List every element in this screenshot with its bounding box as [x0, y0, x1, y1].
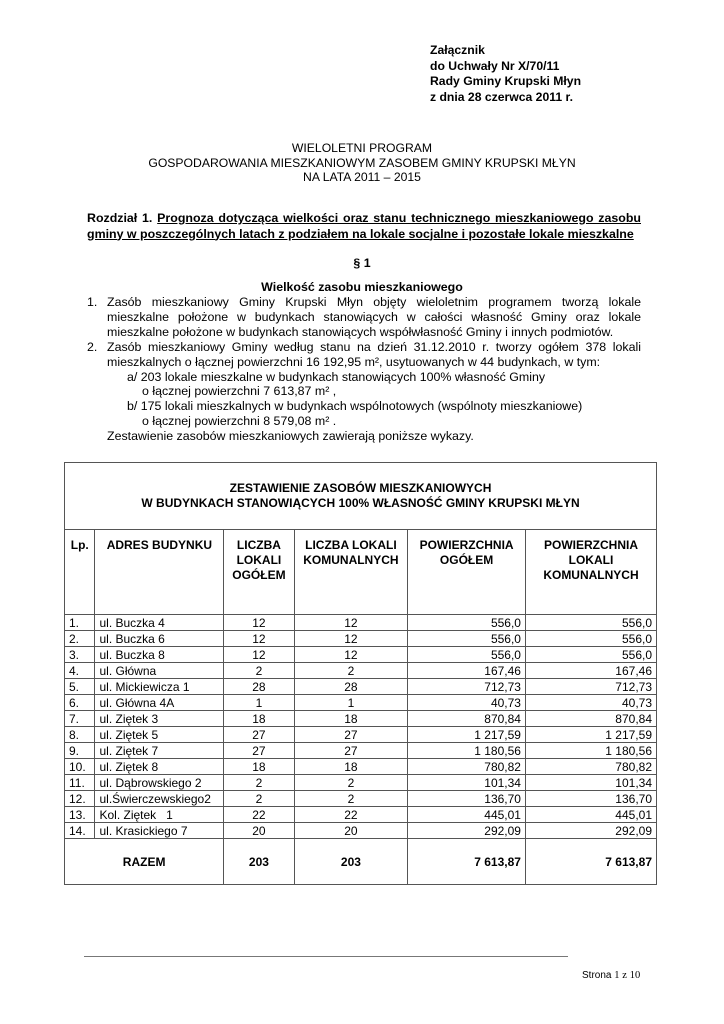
table-row — [65, 663, 657, 679]
cell-lp: 2. — [65, 631, 95, 647]
cell-total-area: 40,73 — [408, 695, 526, 711]
cell-total-area: 556,0 — [408, 631, 526, 647]
list-number: 1. — [87, 295, 98, 309]
cell-address: ul. Mickiewicza 1 — [95, 679, 224, 695]
cell-address: ul. Krasickiego 7 — [95, 823, 224, 839]
page-separator: z — [622, 970, 627, 981]
cell-lp: 14. — [65, 823, 95, 839]
table-row — [65, 695, 657, 711]
cell-lp: 6. — [65, 695, 95, 711]
attachment-line: Rady Gminy Krupski Młyn — [430, 74, 582, 88]
total-label: RAZEM — [65, 839, 224, 885]
cell-total-area: 870,84 — [408, 711, 526, 727]
cell-total-area: 136,70 — [408, 791, 526, 807]
cell-lp: 12. — [65, 791, 95, 807]
cell-address: Kol. Ziętek 1 — [95, 807, 224, 823]
cell-lp: 8. — [65, 727, 95, 743]
cell-lp: 1. — [65, 615, 95, 631]
cell-total-area: 101,34 — [408, 775, 526, 791]
list-item — [87, 295, 641, 340]
cell-total-units: 2 — [224, 663, 294, 679]
cell-total-units: 27 — [224, 727, 294, 743]
cell-municipal-area: 712,73 — [525, 679, 656, 695]
page-footer — [582, 970, 640, 981]
cell-municipal-area: 1 180,56 — [525, 743, 656, 759]
cell-municipal-units: 2 — [294, 663, 408, 679]
cell-municipal-area: 136,70 — [525, 791, 656, 807]
table-row — [65, 807, 657, 823]
cell-municipal-area: 167,46 — [525, 663, 656, 679]
caption-line: W BUDYNKACH STANOWIĄCYCH 100% WŁASNOŚĆ GMINY KRUPSKI MŁYN — [141, 496, 580, 510]
cell-municipal-units: 12 — [294, 631, 408, 647]
cell-address: ul. Główna 4A — [95, 695, 224, 711]
cell-address: ul. Buczka 4 — [95, 615, 224, 631]
title-line: WIELOLETNI PROGRAM — [291, 141, 433, 155]
cell-total-area: 167,46 — [408, 663, 526, 679]
title-line: GOSPODAROWANIA MIESZKANIOWYM ZASOBEM GMINY KRUPSKI MŁYN — [148, 155, 576, 170]
cell-municipal-area: 445,01 — [525, 807, 656, 823]
cell-total-area: 712,73 — [408, 679, 526, 695]
cell-total-units: 18 — [224, 711, 294, 727]
summary-note: Zestawienie zasobów mieszkaniowych zawierają poniższe wykazy. — [107, 429, 474, 444]
header-total-units: LICZBA LOKALI OGÓŁEM — [224, 530, 294, 615]
page-number: 1 — [614, 970, 620, 981]
table-row — [65, 647, 657, 663]
cell-total-units: 2 — [224, 775, 294, 791]
chapter-label: Rozdział 1. — [87, 211, 153, 225]
cell-municipal-units: 27 — [294, 727, 408, 743]
cell-total-units: 1 — [224, 695, 294, 711]
cell-address: ul. Ziętek 8 — [95, 759, 224, 775]
page-label: Strona — [582, 970, 612, 981]
total-units: 203 — [224, 839, 294, 885]
cell-total-units: 12 — [224, 615, 294, 631]
header-municipal-area: POWIERZCHNIA LOKALI KOMUNALNYCH — [525, 530, 656, 615]
table-caption — [65, 463, 657, 530]
sublist-item-a: a/ 203 lokale mieszkalne w budynkach stanowiących 100% własność Gminy — [127, 369, 546, 384]
cell-lp: 9. — [65, 743, 95, 759]
cell-total-units: 18 — [224, 759, 294, 775]
table-total-row — [65, 839, 657, 885]
header-municipal-units: LICZBA LOKALI KOMUNALNYCH — [294, 530, 408, 615]
attachment-line: z dnia 28 czerwca 2011 r. — [430, 89, 573, 104]
cell-municipal-units: 1 — [294, 695, 408, 711]
paragraph-sign: § 1 — [353, 256, 371, 270]
cell-municipal-area: 292,09 — [525, 823, 656, 839]
cell-municipal-area: 780,82 — [525, 759, 656, 775]
header-total-area: POWIERZCHNIA OGÓŁEM — [408, 530, 526, 615]
total-municipal-units: 203 — [294, 839, 408, 885]
sublist-item-b-area: o łącznej powierzchni 8 579,08 m² . — [142, 414, 337, 429]
cell-lp: 7. — [65, 711, 95, 727]
cell-address: ul. Dąbrowskiego 2 — [95, 775, 224, 791]
cell-lp: 5. — [65, 679, 95, 695]
total-municipal-area: 7 613,87 — [525, 839, 656, 885]
cell-municipal-units: 22 — [294, 807, 408, 823]
attachment-line: do Uchwały Nr X/70/11 — [430, 58, 560, 73]
cell-municipal-units: 2 — [294, 791, 408, 807]
table-row — [65, 615, 657, 631]
caption-line: ZESTAWIENIE ZASOBÓW MIESZKANIOWYCH — [229, 481, 492, 495]
list-number: 2. — [87, 339, 98, 354]
cell-total-area: 1 217,59 — [408, 727, 526, 743]
cell-municipal-units: 27 — [294, 743, 408, 759]
header-address: ADRES BUDYNKU — [95, 530, 224, 615]
cell-total-units: 12 — [224, 631, 294, 647]
cell-total-units: 28 — [224, 679, 294, 695]
section-body — [87, 295, 641, 444]
cell-municipal-units: 28 — [294, 679, 408, 695]
attachment-line: Załącznik — [430, 43, 485, 57]
cell-total-area: 1 180,56 — [408, 743, 526, 759]
table-row — [65, 775, 657, 791]
cell-total-area: 556,0 — [408, 647, 526, 663]
cell-municipal-units: 20 — [294, 823, 408, 839]
cell-municipal-area: 556,0 — [525, 647, 656, 663]
cell-municipal-units: 18 — [294, 759, 408, 775]
cell-lp: 10. — [65, 759, 95, 775]
total-area: 7 613,87 — [408, 839, 526, 885]
attachment-header — [430, 43, 581, 105]
table-row — [65, 791, 657, 807]
cell-address: ul. Ziętek 5 — [95, 727, 224, 743]
cell-address: ul. Ziętek 3 — [95, 711, 224, 727]
cell-municipal-units: 2 — [294, 775, 408, 791]
cell-municipal-units: 18 — [294, 711, 408, 727]
table-row — [65, 727, 657, 743]
cell-municipal-area: 101,34 — [525, 775, 656, 791]
cell-total-units: 2 — [224, 791, 294, 807]
page-count: 10 — [629, 970, 641, 981]
cell-municipal-area: 556,0 — [525, 615, 656, 631]
cell-municipal-area: 1 217,59 — [525, 727, 656, 743]
document-title — [0, 141, 724, 185]
sublist-item-b: b/ 175 lokali mieszkalnych w budynkach wspólnotowych (wspólnoty mieszkaniowe) — [127, 399, 583, 414]
title-line: NA LATA 2011 – 2015 — [303, 170, 421, 184]
cell-total-units: 22 — [224, 807, 294, 823]
housing-resources-table — [64, 462, 657, 885]
cell-total-area: 556,0 — [408, 615, 526, 631]
cell-total-units: 27 — [224, 743, 294, 759]
list-text: Zasób mieszkaniowy Gminy według stanu na dzień 31.12.2010 r. tworzy ogółem 378 lokali mieszkalnych o łącznej powierzchni 16 192,95 m², usytuowanych w 44 budynkach, w tym: — [107, 339, 641, 369]
table-row — [65, 823, 657, 839]
cell-address: ul. Główna — [95, 663, 224, 679]
cell-address: ul.Świerczewskiego2 — [95, 791, 224, 807]
table-row — [65, 631, 657, 647]
cell-address: ul. Ziętek 7 — [95, 743, 224, 759]
cell-lp: 11. — [65, 775, 95, 791]
table-row — [65, 759, 657, 775]
cell-lp: 13. — [65, 807, 95, 823]
table-header-row — [65, 530, 657, 615]
chapter-heading — [87, 211, 641, 242]
cell-municipal-area: 40,73 — [525, 695, 656, 711]
cell-lp: 4. — [65, 663, 95, 679]
table-row — [65, 679, 657, 695]
sublist-item-a-area: o łącznej powierzchni 7 613,87 m² , — [142, 384, 337, 399]
table-row — [65, 743, 657, 759]
cell-address: ul. Buczka 8 — [95, 647, 224, 663]
cell-municipal-units: 12 — [294, 647, 408, 663]
header-lp: Lp. — [65, 530, 95, 615]
cell-total-area: 780,82 — [408, 759, 526, 775]
list-item — [87, 340, 641, 370]
chapter-title: Prognoza dotycząca wielkości oraz stanu technicznego mieszkaniowego zasobu gminy w poszczególnych latach z podziałem na lokale socjalne i pozostałe lokale mieszkalne — [87, 211, 641, 241]
cell-total-area: 292,09 — [408, 823, 526, 839]
cell-total-area: 445,01 — [408, 807, 526, 823]
list-text: Zasób mieszkaniowy Gminy Krupski Młyn objęty wieloletnim programem tworzą lokale mieszkalne położone w budynkach stanowiących w całości własność Gminy oraz lokale mieszkalne położone w budynkach stanowiących współwłasność Gminy i innych podmiotów. — [107, 295, 641, 339]
cell-total-units: 20 — [224, 823, 294, 839]
cell-municipal-units: 12 — [294, 615, 408, 631]
cell-lp: 3. — [65, 647, 95, 663]
cell-total-units: 12 — [224, 647, 294, 663]
cell-municipal-area: 556,0 — [525, 631, 656, 647]
table-row — [65, 711, 657, 727]
cell-municipal-area: 870,84 — [525, 711, 656, 727]
section-title: Wielkość zasobu mieszkaniowego — [261, 280, 463, 294]
cell-address: ul. Buczka 6 — [95, 631, 224, 647]
footer-divider — [84, 956, 568, 957]
